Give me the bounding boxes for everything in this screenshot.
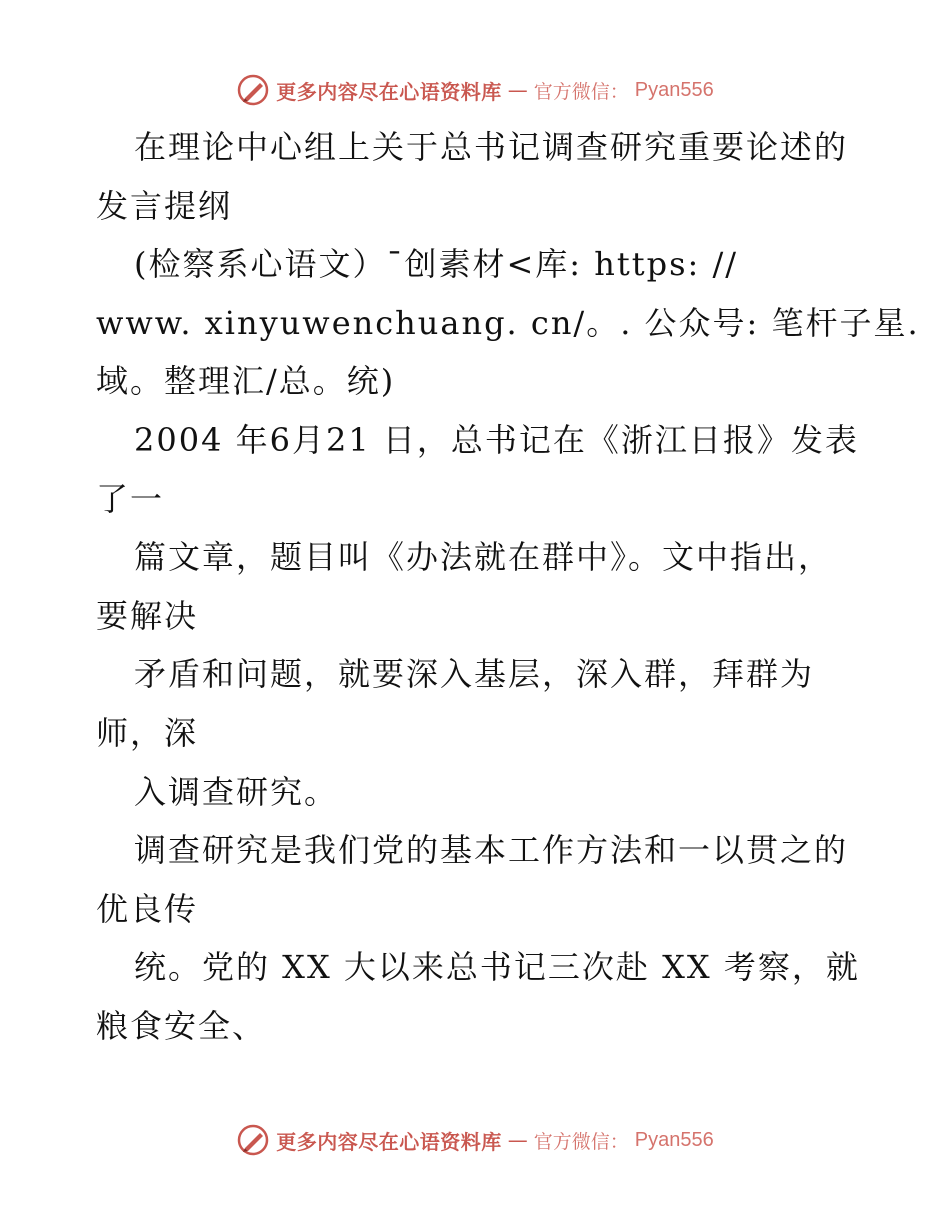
title-line-1: 在理论中心组上关于总书记调查研究重要论述的	[134, 128, 849, 166]
watermark-dash: —	[507, 78, 528, 102]
paragraph-line: 粮食安全、	[96, 1006, 267, 1045]
paragraph-line: 优良传	[96, 889, 199, 928]
paragraph-line: 篇文章，题目叫《办法就在群中》。文中指出，	[134, 538, 833, 577]
paragraph-line: 要解决	[96, 596, 199, 635]
watermark-wechat-id: Pyan556	[634, 78, 714, 101]
paragraph-line: 入调查研究。	[134, 772, 339, 811]
watermark-library-text: 更多内容尽在心语资料库	[276, 79, 502, 104]
footer-watermark	[0, 1120, 950, 1160]
paragraph-line: 2004 年6月21 日，总书记在《浙江日报》发表	[134, 420, 859, 459]
watermark-wechat-label: 官方微信：	[533, 1130, 629, 1153]
watermark-dash: —	[507, 1128, 528, 1152]
pen-logo-icon	[236, 1123, 270, 1157]
watermark-wechat-id: Pyan556	[634, 1128, 714, 1151]
watermark-library-text: 更多内容尽在心语资料库	[276, 1129, 502, 1154]
source-line-3: 域。整理汇/总。统)	[96, 362, 396, 401]
document-body	[96, 118, 920, 1056]
paragraph-line: 调查研究是我们党的基本工作方法和一以贯之的	[134, 831, 849, 870]
paragraph-line: 统。党的 XX 大以来总书记三次赴 XX 考察，就	[134, 948, 860, 987]
pen-logo-icon	[236, 73, 270, 107]
source-line-1: (检察系心语文）¯创素材<库: https: //	[134, 245, 739, 284]
title-line-2: 发言提纲	[96, 186, 233, 225]
source-line-2: www. xinyuwenchuang. cn/。. 公众号: 笔杆子星.	[96, 303, 920, 342]
watermark-wechat-label: 官方微信：	[533, 80, 629, 103]
header-watermark	[0, 70, 950, 110]
paragraph-line: 了一	[96, 479, 165, 518]
paragraph-line: 师，深	[96, 713, 199, 752]
paragraph-line: 矛盾和问题，就要深入基层，深入群，拜群为	[134, 655, 815, 694]
